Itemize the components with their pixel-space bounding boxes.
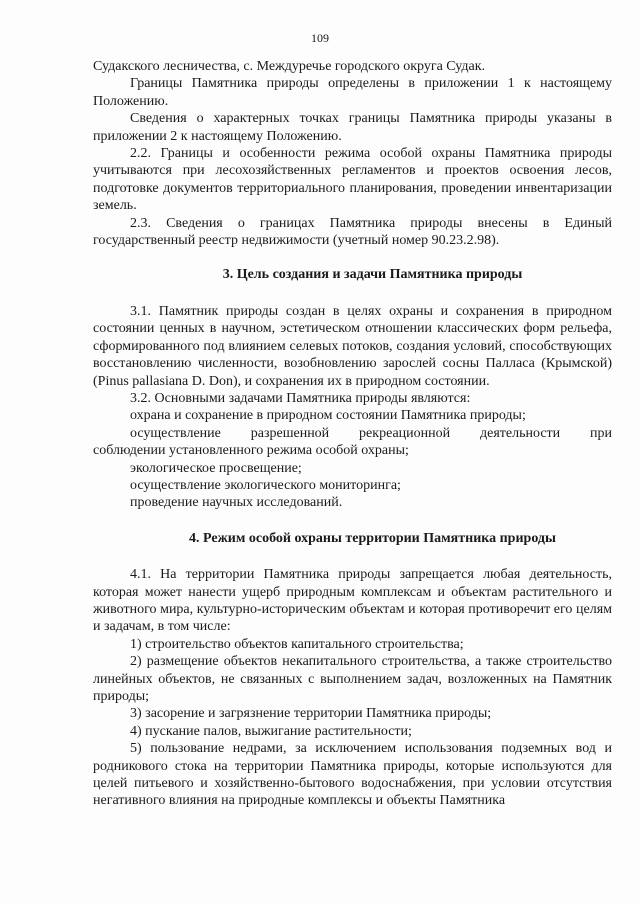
list-item-continuation: соблюдении установленного режима особой охраны; [93,443,409,459]
section-heading-4: 4. Режим особой охраны территории Памятника природы [189,530,556,546]
paragraph: Границы Памятника природы определены в приложении 1 к настоящему Положению. [93,76,612,109]
list-item: охрана и сохранение в природном состоянии Памятника природы; [130,408,526,424]
list-item: осуществление экологического мониторинга; [130,477,401,493]
paragraph: 3.2. Основными задачами Памятника природы являются: [130,390,471,406]
paragraph: 2.2. Границы и особенности режима особой охраны Памятника природы учитываются при лесохозяйственных регламентов и проектов освоения лесов, подготовке документов территориального планирования, проведении инвентаризации земель. [93,146,612,214]
list-item: 2) размещение объектов некапитального строительства, а также строительство линейных объектов, не связанных с выполнением задач, возложенных на Памятник природы; [93,654,612,704]
document-body [93,58,612,810]
list-item: экологическое просвещение; [130,460,302,476]
paragraph: 3.1. Памятник природы создан в целях охраны и сохранения в природном состоянии ценных в научном, эстетическом отношении классических форм рельефа, сформированного под влиянием селевых потоков, создания условий, способствующих восстановлению численности, возобновлению зарослей сосны Палласа (Крымской) (Pinus pallasiana D. Don), и сохранения их в природном состоянии. [93,303,612,389]
list-item: проведение научных исследований. [130,495,343,511]
list-item: 1) строительство объектов капитального строительства; [130,636,464,652]
list-item: 4) пускание палов, выжигание растительности; [130,723,412,739]
paragraph: 4.1. На территории Памятника природы запрещается любая деятельность, которая может нанести ущерб природным комплексам и объектам растительного и животного мира, культурно-историческим объектам и которая противоречит его целям и задачам, в том числе: [93,567,612,635]
list-item: осуществление разрешенной рекреационной деятельности при [130,425,612,441]
paragraph: 2.3. Сведения о границах Памятника природы внесены в Единый государственный реестр недвижимости (учетный номер 90.23.2.98). [93,215,612,249]
page-number: 109 [311,31,329,45]
paragraph: Сведения о характерных точках границы Памятника природы указаны в приложении 2 к настоящему Положению. [93,111,612,144]
paragraph: Судакского лесничества, с. Междуречье городского округа Судак. [93,59,486,74]
list-item: 3) засорение и загрязнение территории Памятника природы; [130,706,492,722]
section-heading-3: 3. Цель создания и задачи Памятника природы [222,267,523,283]
list-item: 5) пользование недрами, за исключением использования подземных вод и родникового стока на территории Памятника природы, которые используются для целей питьевого и хозяйственно-бытового водоснабжения, при условии отсутствия негативного влияния на природные комплексы и объекты Памятника [93,741,612,809]
